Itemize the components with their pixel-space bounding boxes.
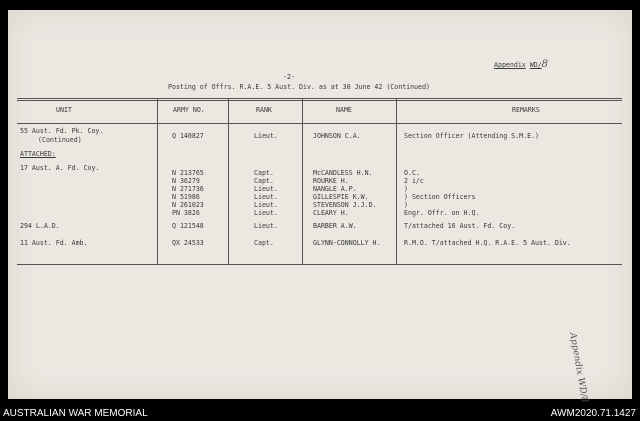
cell-unit: 294 L.A.D. xyxy=(20,222,60,230)
cell-remarks: T/attached 16 Aust. Fd. Coy. xyxy=(404,222,516,230)
cell-name: GILLESPIE K.W. xyxy=(313,193,369,201)
cell-rank: Capt. xyxy=(254,177,274,185)
cell-unit: (Continued) xyxy=(38,136,82,144)
cell-name: NANGLE A.P. xyxy=(313,185,357,193)
footer-source-label: AUSTRALIAN WAR MEMORIAL xyxy=(3,408,148,419)
cell-rank: Lieut. xyxy=(254,222,278,230)
appendix-label: Appendix WD/8 xyxy=(494,59,549,70)
cell-rank: Capt. xyxy=(254,169,274,177)
column-header-name: NAME xyxy=(336,106,352,114)
cell-army-no: QX 24533 xyxy=(172,239,204,247)
footer-accession-number: AWM2020.71.1427 xyxy=(550,408,636,419)
cell-rank: Lieut. xyxy=(254,193,278,201)
document-page xyxy=(8,10,632,404)
cell-remarks: ) xyxy=(404,201,408,209)
cell-army-no: N 51986 xyxy=(172,193,200,201)
cell-army-no: N 271736 xyxy=(172,185,204,193)
column-divider-1 xyxy=(157,98,158,264)
cell-army-no: N 36279 xyxy=(172,177,200,185)
cell-army-no: N 213765 xyxy=(172,169,204,177)
cell-unit: 55 Aust. Fd. Pk. Coy. xyxy=(20,127,104,135)
cell-rank: Lieut. xyxy=(254,185,278,193)
table-bottom-rule xyxy=(17,264,622,265)
column-header-army-no: ARMY NO. xyxy=(173,106,205,114)
column-divider-2 xyxy=(228,98,229,264)
cell-name: JOHNSON C.A. xyxy=(313,132,361,140)
cell-rank: Lieut. xyxy=(254,132,278,140)
page-heading: Posting of Offrs. R.A.E. 5 Aust. Div. as at 30 June 42 (Continued) xyxy=(168,83,431,91)
cell-rank: Lieut. xyxy=(254,201,278,209)
cell-name: STEVENSON J.J.D. xyxy=(313,201,377,209)
column-header-remarks: REMARKS xyxy=(512,106,540,114)
column-header-rank: RANK xyxy=(256,106,272,114)
cell-army-no: Q 140827 xyxy=(172,132,204,140)
page-number: -2- xyxy=(283,73,295,81)
cell-remarks: 2 i/c xyxy=(404,177,424,185)
cell-remarks: ) xyxy=(404,185,408,193)
cell-remarks: O.C. xyxy=(404,169,420,177)
cell-name: BARBER A.W. xyxy=(313,222,357,230)
column-divider-3 xyxy=(302,98,303,264)
table-header-rule xyxy=(17,123,622,124)
cell-rank: Lieut. xyxy=(254,209,278,217)
cell-name: ROURKE H. xyxy=(313,177,349,185)
table-top-rule-double xyxy=(17,100,622,101)
cell-unit: 17 Aust. A. Fd. Coy. xyxy=(20,164,100,172)
cell-name: CLEARY H. xyxy=(313,209,349,217)
cell-remarks: ) Section Officers xyxy=(404,193,476,201)
cell-army-no: Q 121548 xyxy=(172,222,204,230)
cell-name: GLYNN-CONNOLLY H. xyxy=(313,239,381,247)
cell-remarks: R.M.O. T/attached H.Q. R.A.E. 5 Aust. Div. xyxy=(404,239,571,247)
column-divider-4 xyxy=(396,98,397,264)
cell-name: McCANDLESS H.N. xyxy=(313,169,373,177)
cell-army-no: N 261023 xyxy=(172,201,204,209)
cell-remarks: Engr. Offr. on H.Q. xyxy=(404,209,480,217)
cell-army-no: PN 3826 xyxy=(172,209,200,217)
cell-remarks: Section Officer (Attending S.M.E.) xyxy=(404,132,539,140)
handwritten-margin-note: Appendix WD/8 xyxy=(567,331,590,404)
cell-rank: Capt. xyxy=(254,239,274,247)
column-header-unit: UNIT xyxy=(56,106,72,114)
cell-unit-attached: ATTACHED: xyxy=(20,150,56,158)
cell-unit: 11 Aust. Fd. Amb. xyxy=(20,239,88,247)
